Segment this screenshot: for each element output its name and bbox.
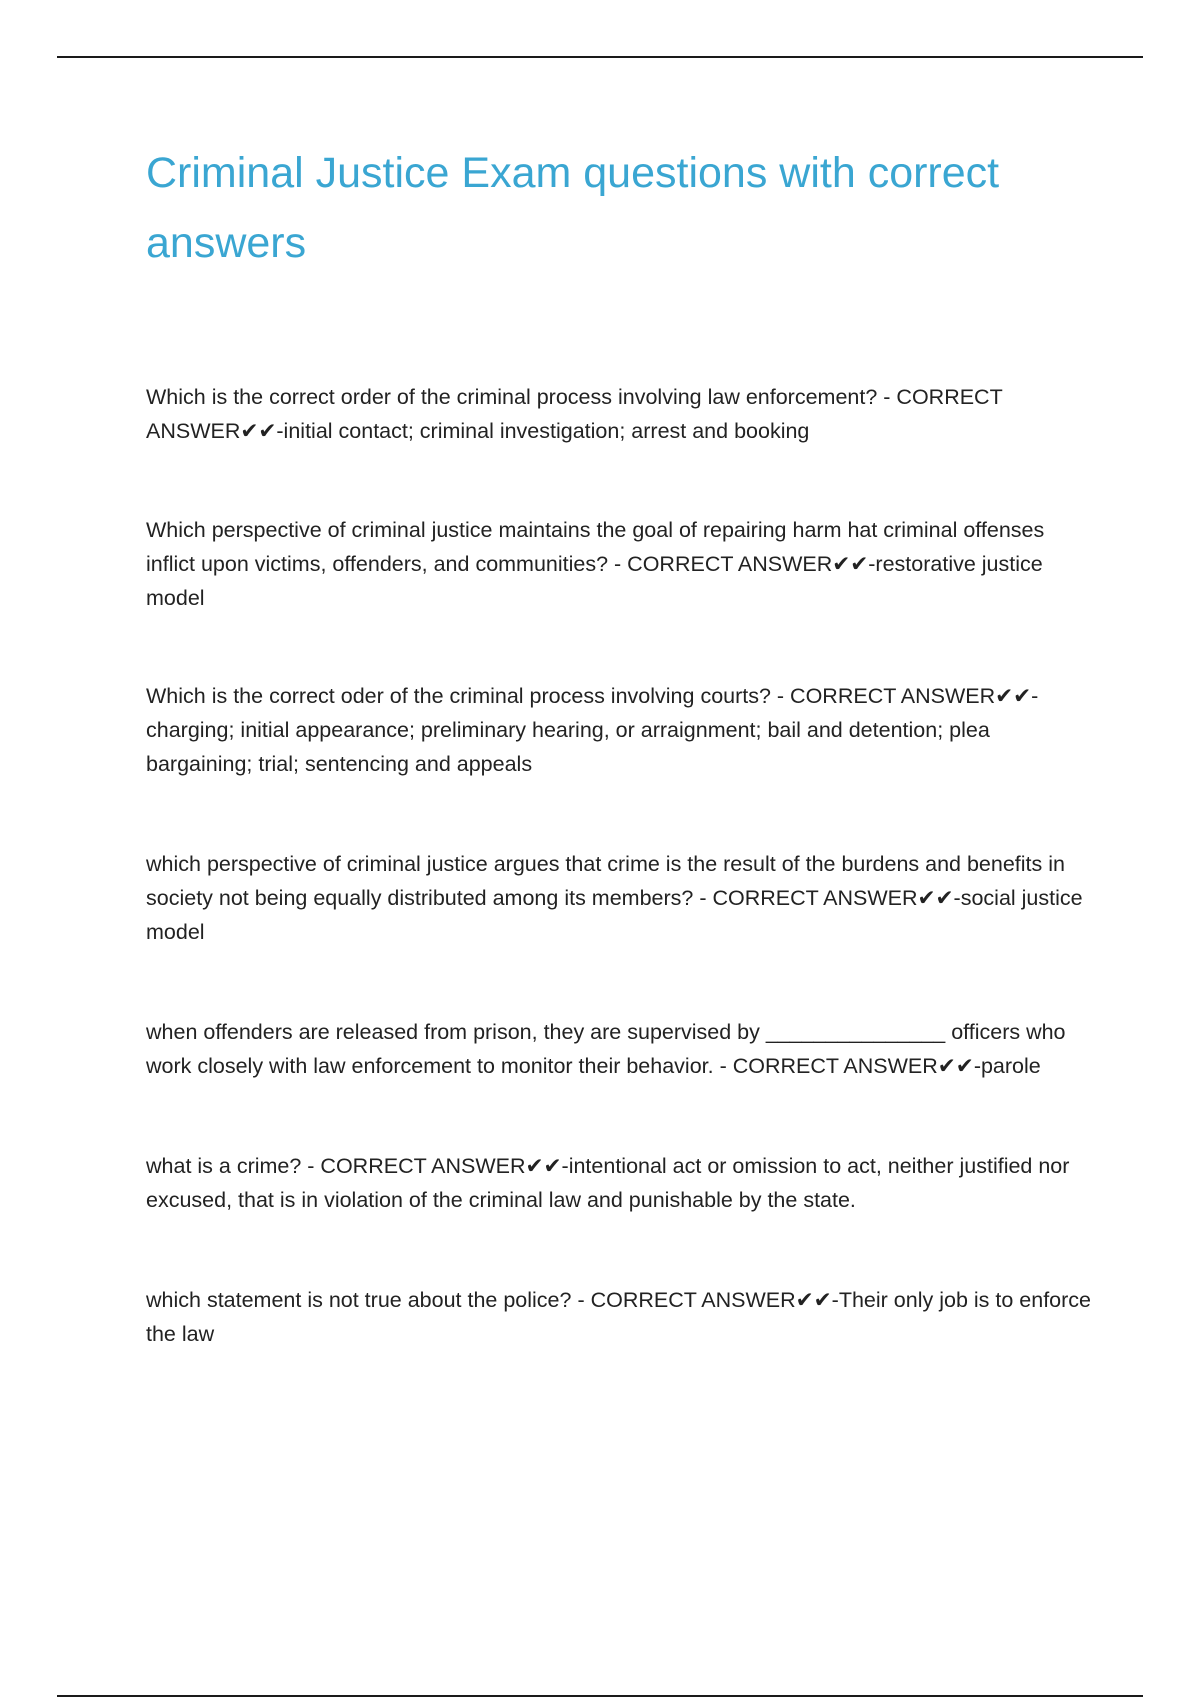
qa-item-7: which statement is not true about the police? - CORRECT ANSWER✔✔-Their only job is to enforce the law	[146, 1288, 1091, 1346]
qa-item-3: Which is the correct oder of the criminal process involving courts? - CORRECT ANSWER✔✔-charging; initial appearance; preliminary hearing, or arraignment; bail and detention; plea bargaining; trial; sentencing and appeals	[146, 684, 1039, 776]
qa-item-2: Which perspective of criminal justice maintains the goal of repairing harm hat criminal offenses inflict upon victims, offenders, and communities? - CORRECT ANSWER✔✔-restorative justice model	[146, 518, 1045, 610]
document-title: Criminal Justice Exam questions with correct answers	[146, 149, 1000, 267]
qa-item-4: which perspective of criminal justice argues that crime is the result of the burdens and benefits in society not being equally distributed among its members? - CORRECT ANSWER✔✔-social justice model	[146, 852, 1083, 944]
top-rule	[57, 56, 1143, 58]
qa-item-6: what is a crime? - CORRECT ANSWER✔✔-intentional act or omission to act, neither justified nor excused, that is in violation of the criminal law and punishable by the state.	[146, 1154, 1070, 1212]
qa-list	[146, 380, 1091, 1351]
qa-item-5: when offenders are released from prison, they are supervised by _______________ officers who work closely with law enforcement to monitor their behavior. - CORRECT ANSWER✔✔-parole	[146, 1020, 1066, 1078]
bottom-rule	[57, 1695, 1143, 1697]
qa-item-1: Which is the correct order of the criminal process involving law enforcement? - CORRECT ANSWER✔✔-initial contact; criminal investigation; arrest and booking	[146, 385, 1003, 443]
